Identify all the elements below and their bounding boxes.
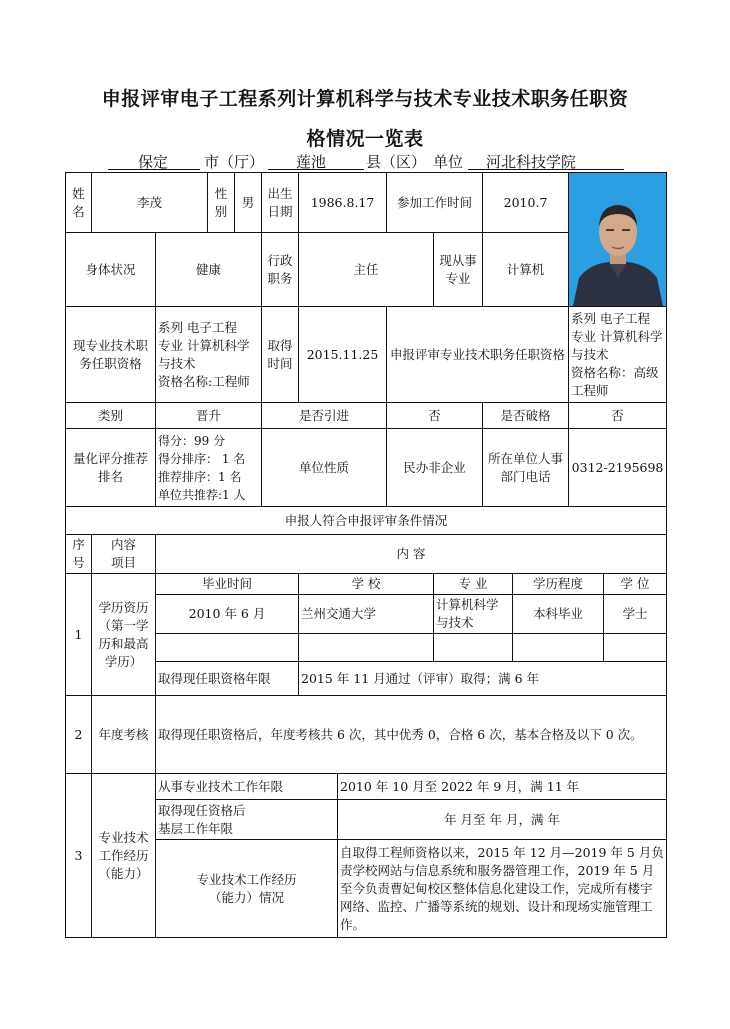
edu-header-level: 学历程度	[513, 574, 604, 595]
major-label: 现从事专业	[434, 233, 483, 307]
assess-seq: 2	[66, 696, 92, 774]
edu-empty-1	[156, 634, 299, 662]
edu-empty-3	[434, 634, 513, 662]
score-value: 得分：99 分 得分排序： 1 名 推荐排序：1 名 单位共推荐:1 人	[156, 429, 262, 507]
exceptional-value: 否	[569, 403, 667, 429]
qualification-years-label: 取得现任职资格年限	[156, 662, 299, 696]
portrait-image	[569, 174, 667, 306]
score-label: 量化评分推荐排名	[66, 429, 156, 507]
edu-empty-4	[513, 634, 604, 662]
location-county-suffix: 县（区）	[366, 153, 427, 171]
edu-seq: 1	[66, 574, 92, 696]
seq-header: 序号	[66, 535, 92, 574]
content-header: 内 容	[156, 535, 667, 574]
exceptional-label: 是否破格	[483, 403, 569, 429]
apply-qualification-label: 申报评审专业技术职务任职资格	[387, 307, 569, 403]
edu-label: 学历资历 （第一学历和最高学历）	[92, 574, 156, 696]
hr-phone-value: 0312-2195698	[569, 429, 667, 507]
edu-grad-time: 2010 年 6 月	[156, 595, 299, 634]
apply-qualification-value: 系列 电子工程 专业 计算机科学与技术 资格名称：高级工程师	[569, 307, 667, 403]
document-title-line1: 申报评审电子工程系列计算机科学与技术专业技术职务任职资	[101, 88, 629, 110]
edu-school: 兰州交通大学	[299, 595, 434, 634]
experience-years-value: 2010 年 10 月至 2022 年 9 月，满 11 年	[338, 774, 667, 800]
health-value: 健康	[156, 233, 262, 307]
hr-phone-label: 所在单位人事部门电话	[483, 429, 569, 507]
work-start-value: 2010.7	[483, 173, 569, 233]
document-title-line2: 格情况一览表	[306, 128, 424, 150]
name-label: 姓名	[66, 173, 92, 233]
applicant-photo	[569, 173, 667, 307]
edu-level: 本科毕业	[513, 595, 604, 634]
edu-empty-5	[604, 634, 667, 662]
base-years-label: 取得现任资格后 基层工作年限	[156, 800, 338, 840]
location-city: 保定	[138, 153, 169, 171]
edu-header-major: 专 业	[434, 574, 513, 595]
experience-detail-text: 自取得工程师资格以来，2015 年 12 月—2019 年 5 月负责学校网站与信息系统和服务器管理工作，2019 年 5 月至今负责曹妃甸校区整体信息化建设工作，完成所有楼宇网络、监控、广播等系统的规划、设计和现场实施管理工作。	[338, 840, 667, 938]
experience-years-label: 从事专业技术工作年限	[156, 774, 338, 800]
health-label: 身体状况	[66, 233, 156, 307]
introduced-value: 否	[387, 403, 483, 429]
item-header: 内容 项目	[92, 535, 156, 574]
obtain-time-value: 2015.11.25	[299, 307, 387, 403]
introduced-label: 是否引进	[262, 403, 387, 429]
edu-header-school: 学 校	[299, 574, 434, 595]
work-start-label: 参加工作时间	[387, 173, 483, 233]
gender-value: 男	[235, 173, 262, 233]
name-value: 李茂	[92, 173, 208, 233]
category-label: 类别	[66, 403, 156, 429]
base-years-value: 年 月至 年 月，满 年	[338, 800, 667, 840]
location-city-suffix: 市（厅）	[204, 153, 265, 171]
gender-label: 性别	[208, 173, 235, 233]
experience-detail-label: 专业技术工作经历 （能力）情况	[156, 840, 338, 938]
experience-label: 专业技术工作经历（能力）	[92, 774, 156, 938]
current-qualification-value: 系列 电子工程 专业 计算机科学与技术 资格名称:工程师	[156, 307, 262, 403]
obtain-time-label: 取得时间	[262, 307, 299, 403]
birth-value: 1986.8.17	[299, 173, 387, 233]
edu-major: 计算机科学与技术	[434, 595, 513, 634]
current-qualification-label: 现专业技术职务任职资格	[66, 307, 156, 403]
edu-header-grad-time: 毕业时间	[156, 574, 299, 595]
edu-header-degree: 学 位	[604, 574, 667, 595]
location-unit-label: 单位	[433, 153, 464, 171]
assess-label: 年度考核	[92, 696, 156, 774]
location-county: 莲池	[296, 153, 327, 171]
location-unit: 河北科技学院	[486, 153, 577, 171]
unit-nature-value: 民办非企业	[387, 429, 483, 507]
experience-seq: 3	[66, 774, 92, 938]
admin-label: 行政职务	[262, 233, 299, 307]
conditions-heading: 申报人符合申报评审条件情况	[66, 507, 667, 535]
location-line	[108, 151, 628, 171]
edu-degree: 学士	[604, 595, 667, 634]
qualification-table	[65, 172, 667, 938]
major-value: 计算机	[483, 233, 569, 307]
qualification-years-value: 2015 年 11 月通过（评审）取得；满 6 年	[299, 662, 667, 696]
birth-label: 出生日期	[262, 173, 299, 233]
edu-empty-2	[299, 634, 434, 662]
category-value: 晋升	[156, 403, 262, 429]
admin-value: 主任	[299, 233, 434, 307]
assess-text: 取得现任职资格后，年度考核共 6 次，其中优秀 0，合格 6 次，基本合格及以下 0 次。	[156, 696, 667, 774]
unit-nature-label: 单位性质	[262, 429, 387, 507]
